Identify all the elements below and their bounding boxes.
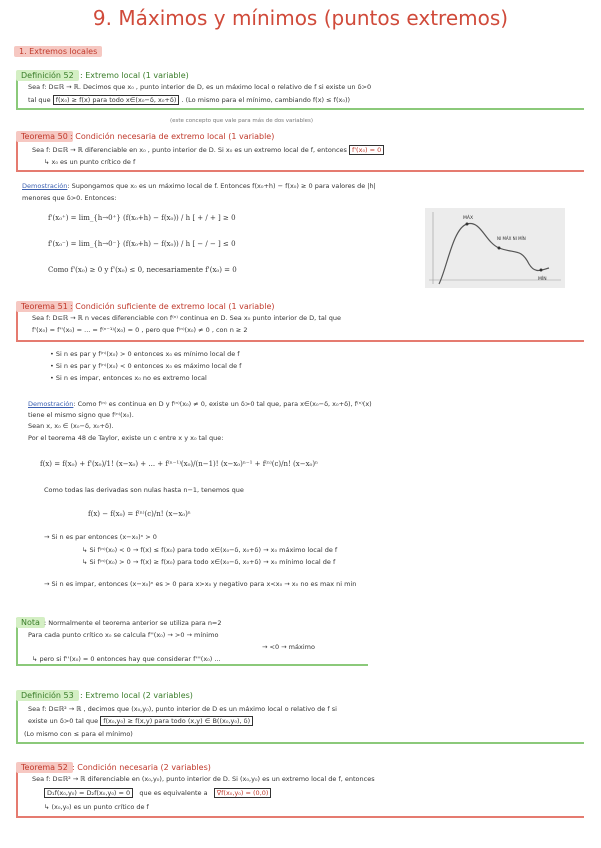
- teo50-title: : Condición necesaria de extremo local (1 variable): [70, 132, 275, 141]
- teo51-case1: → Si n es par entonces (x−x₀)ⁿ > 0: [44, 533, 157, 541]
- section-heading: 1. Extremos locales: [14, 46, 102, 57]
- teo51-bullet-3: • Si n es impar, entonces x₀ no es extremo local: [50, 374, 207, 382]
- teo51-demo3: Sean x, x₀ ∈ (x₀−δ, x₀+δ).: [28, 422, 114, 430]
- graph-label-min: MÍN: [538, 277, 547, 282]
- page-title: 9. Máximos y mínimos (puntos extremos): [92, 6, 509, 30]
- teo51-demo2: tiene el mismo signo que f⁽ⁿ⁾(x₀).: [28, 411, 134, 419]
- def52-tag: Definición 52: [16, 70, 79, 81]
- teo50-line1: Sea f: D⊆ℝ → ℝ diferenciable en x₀ , punto interior de D. Si x₀ es un extremo local de f, entonces f'(x₀) = 0: [32, 146, 384, 154]
- teo50-eq3: Como f'(x₀) ≥ 0 y f'(x₀) ≤ 0, necesariamente f'(x₀) = 0: [48, 266, 237, 274]
- teo50-demo2: menores que δ>0. Entonces:: [22, 194, 117, 202]
- teo52-title: : Condición necesaria (2 variables): [72, 763, 211, 772]
- def53-tag: Definición 53: [16, 690, 79, 701]
- teo51-demo1: Demostración: Como f⁽ⁿ⁾ es continua en D y f⁽ⁿ⁾(x₀) ≠ 0, existe un δ>0 tal que, para x∈(x₀−δ, x₀+δ), f⁽ⁿ⁾(x): [28, 400, 372, 408]
- teo51-bullet-1: • Si n es par y f⁽ⁿ⁾(x₀) > 0 entonces x₀ es mínimo local de f: [50, 350, 240, 358]
- nota-line1: : Normalmente el teorema anterior se utiliza para n=2: [44, 619, 222, 627]
- graph-label-max: MÁX: [463, 216, 474, 221]
- def52-line1: Sea f: D⊆ℝ → ℝ. Decimos que x₀ , punto interior de D, es un máximo local o relativo de f si existe un δ>0: [28, 83, 372, 91]
- teo51-eq-rest: f(x) − f(x₀) = f⁽ⁿ⁾(c)/n! (x−x₀)ⁿ: [88, 510, 191, 518]
- nota-line3: → <0 → máximo: [262, 643, 315, 651]
- nota-line4: ↳ pero si f''(x₀) = 0 entonces hay que considerar f'''(x₀) ...: [32, 655, 221, 663]
- def52-title: : Extremo local (1 variable): [80, 71, 189, 80]
- teo51-demo5: Como todas las derivadas son nulas hasta n−1, tenemos que: [44, 486, 244, 494]
- nota-tag: Nota: [16, 617, 45, 628]
- teo50-eq1: f'(x₀⁺) = lim_{h→0⁺} (f(x₀+h) − f(x₀)) / h [ + / + ] ≥ 0: [48, 214, 236, 222]
- extremes-graph-svg: [425, 208, 565, 288]
- teo51-tag: Teorema 51: [16, 301, 73, 312]
- teo51-bullet-2: • Si n es par y f⁽ⁿ⁾(x₀) < 0 entonces x₀ es máximo local de f: [50, 362, 242, 370]
- graph-label-neither: NI MÁX NI MÍN: [497, 236, 526, 241]
- teo50-boxed: f'(x₀) = 0: [349, 145, 384, 155]
- teo52-line1: Sea f: D⊆ℝ² → ℝ diferenciable en (x₀,y₀), punto interior de D. Si (x₀,y₀) es un extremo local de f, entonces: [32, 775, 375, 783]
- def52-line2: tal que f(x₀) ≥ f(x) para todo x∈(x₀−δ, x₀+δ) . (Lo mismo para el mínimo, cambiando f(x) ≤ f(x₀)): [28, 96, 351, 104]
- teo52-line3: ↳ (x₀,y₀) es un punto crítico de f: [44, 803, 149, 811]
- teo50-eq2: f'(x₀⁻) = lim_{h→0⁻} (f(x₀+h) − f(x₀)) / h [ − / − ] ≤ 0: [48, 240, 236, 248]
- teo52-boxed2: ∇f(x₀,y₀) = (0,0): [214, 788, 272, 798]
- teo51-taylor: f(x) = f(x₀) + f'(x₀)/1! (x−x₀) + ... + f⁽ⁿ⁻¹⁾(x₀)/(n−1)! (x−x₀)ⁿ⁻¹ + f⁽ⁿ⁾(c)/n! (x−x₀)ⁿ: [40, 460, 319, 468]
- def53-line2: existe un δ>0 tal que f(x₀,y₀) ≥ f(x,y) para todo (x,y) ∈ B((x₀,y₀), δ): [28, 717, 253, 725]
- def53-line1: Sea f: D⊆ℝ² → ℝ , decimos que (x₀,y₀), punto interior de D es un máximo local o relativo de f si: [28, 705, 337, 713]
- teo50-tag: Teorema 50: [16, 131, 73, 142]
- teo51-case1a: ↳ Si f⁽ⁿ⁾(x₀) < 0 → f(x) ≤ f(x₀) para todo x∈(x₀−δ, x₀+δ) → x₀ máximo local de f: [82, 546, 338, 554]
- teo51-line1: Sea f: D⊆ℝ → ℝ n veces diferenciable con f⁽ⁿ⁾ continua en D. Sea x₀ punto interior de D, tal que: [32, 314, 341, 322]
- teo50-demo1: Demostración: Supongamos que x₀ es un máximo local de f. Entonces f(x₀+h) − f(x₀) ≥ 0 para valores de |h|: [22, 182, 376, 190]
- teo51-case2: → Si n es impar, entonces (x−x₀)ⁿ es > 0 para x>x₀ y negativo para x<x₀ → x₀ no es max ni min: [44, 580, 357, 588]
- def53-title: : Extremo local (2 variables): [80, 691, 193, 700]
- def52-boxed: f(x₀) ≥ f(x) para todo x∈(x₀−δ, x₀+δ): [53, 95, 180, 105]
- teo51-case1b: ↳ Si f⁽ⁿ⁾(x₀) > 0 → f(x) ≥ f(x₀) para todo x∈(x₀−δ, x₀+δ) → x₀ mínimo local de f: [82, 558, 336, 566]
- def53-boxed: f(x₀,y₀) ≥ f(x,y) para todo (x,y) ∈ B((x₀,y₀), δ): [100, 716, 253, 726]
- teo51-line2: f'(x₀) = f''(x₀) = ... = f⁽ⁿ⁻¹⁾(x₀) = 0 , pero que f⁽ⁿ⁾(x₀) ≠ 0 , con n ≥ 2: [32, 326, 248, 334]
- teo50-line2: ↳ x₀ es un punto crítico de f: [44, 158, 136, 166]
- def53-line3: (Lo mismo con ≤ para el mínimo): [24, 730, 133, 738]
- nota-line2: Para cada punto crítico x₀ se calcula f''(x₀) → >0 → mínimo: [28, 631, 219, 639]
- teo51-demo4: Por el teorema 48 de Taylor, existe un c entre x y x₀ tal que:: [28, 434, 224, 442]
- teo52-boxed1: D₁f(x₀,y₀) = D₂f(x₀,y₀) = 0: [44, 788, 133, 798]
- teo50-box: [16, 140, 584, 172]
- teo52-tag: Teorema 52: [16, 762, 73, 773]
- def52-note: (este concepto que vale para más de dos variables): [170, 118, 313, 124]
- teo51-title: : Condición suficiente de extremo local (1 variable): [70, 302, 275, 311]
- extremes-graph: [425, 208, 565, 288]
- teo52-line2: D₁f(x₀,y₀) = D₂f(x₀,y₀) = 0 que es equivalente a ∇f(x₀,y₀) = (0,0): [44, 789, 271, 797]
